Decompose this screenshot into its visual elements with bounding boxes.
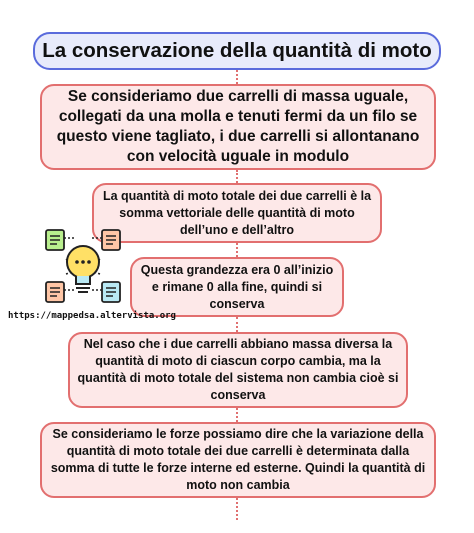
- connector-box3-box4: [236, 317, 238, 332]
- concept-box-5: Se consideriamo le forze possiamo dire che la variazione della quantità di moto totale dei due carrelli è determinata dalla somma di tutte le forze interne ed esterne. Quindi la quantità di moto non cambia: [40, 422, 436, 498]
- concept-box-1: Se consideriamo due carrelli di massa uguale, collegati da una molla e tenuti fermi da un filo se questo viene tagliato, i due carrelli si allontanano con velocità uguale in modulo: [40, 84, 436, 170]
- connector-box2-box3: [236, 243, 238, 257]
- diagram-title: La conservazione della quantità di moto: [33, 32, 441, 70]
- connector-title-box1: [236, 70, 238, 84]
- connector-box4-box5: [236, 408, 238, 422]
- connector-box1-box2: [236, 170, 238, 183]
- concept-box-3: Questa grandezza era 0 all’inizio e rimane 0 alla fine, quindi si conserva: [130, 257, 344, 317]
- lightbulb-mindmap-icon: [42, 226, 124, 308]
- concept-box-4: Nel caso che i due carrelli abbiano massa diversa la quantità di moto di ciascun corpo cambia, ma la quantità di moto totale del sistema non cambia cioè si conserva: [68, 332, 408, 408]
- website-watermark: https://mappedsa.altervista.org: [8, 311, 176, 321]
- concept-box-2: La quantità di moto totale dei due carrelli è la somma vettoriale delle quantità di moto dell’uno e dell’altro: [92, 183, 382, 243]
- connector-box5-end: [236, 498, 238, 520]
